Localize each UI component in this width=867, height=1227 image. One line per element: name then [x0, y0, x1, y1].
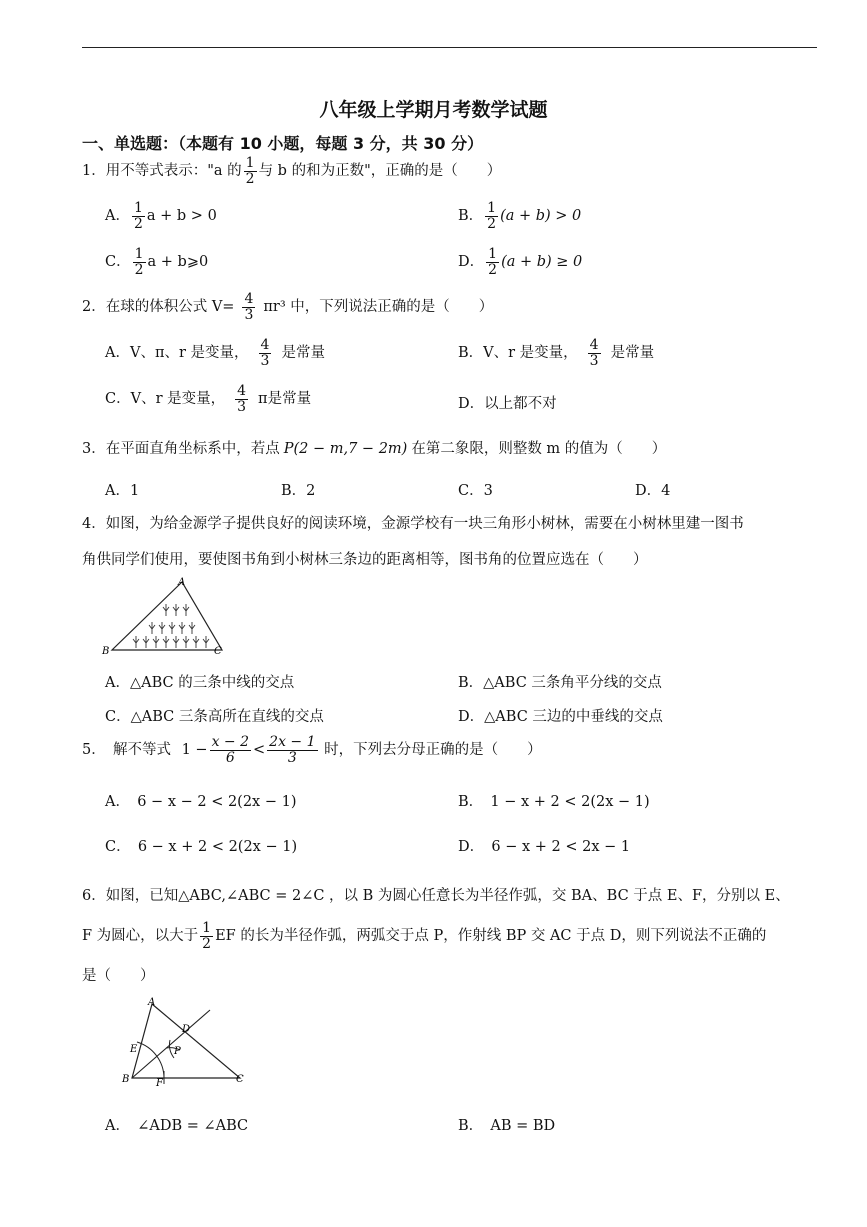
fig6-label-d: D [182, 1024, 191, 1035]
fig-label-b: B [102, 646, 110, 657]
question-6: 6．如图，已知△ABC,∠ABC = 2∠C ，以 B 为圆心任意长为半径作弧，交 BA、BC 于点 E、F，分别以 E、 F 为圆心，以大于 $\frac{1}{2}$ EF 的长为半径作弧，两弧交于点 P，作射线 BP 交 AC 于点 D，则下列说法不正确的 是（ ） [82, 888, 790, 984]
q4-option-d[interactable]: D．△ABC 三边的中垂线的交点 [458, 709, 663, 725]
question-1 [82, 156, 501, 186]
q5-option-b[interactable]: B． 1 − x + 2 < 2(2x − 1) [458, 794, 650, 810]
q5-option-c[interactable]: C． 6 − x + 2 < 2(2x − 1) [105, 839, 298, 855]
q2-option-c[interactable]: C．V、r 是变量， $\frac{4}{3}$ π是常量 [105, 383, 312, 415]
q1-option-a[interactable]: A． $\frac{1}{2}$ a + b > 0 [105, 200, 217, 232]
q1-text: 1．用不等式表示："a 的 [82, 163, 242, 180]
q2-option-d[interactable]: D．以上都不对 [458, 396, 557, 412]
question-2: 2．在球的体积公式 V= $\frac{4}{3}$ πr³ 中，下列说法正确的是（ ） [82, 291, 494, 323]
q3-option-c[interactable]: C．3 [458, 483, 493, 499]
question-4: 4．如图，为给金源学子提供良好的阅读环境，金源学校有一块三角形小树林，需要在小树林里建一图书 角供同学们使用，要使图书角到小树林三条边的距离相等，图书角的位置应选在（ ） [82, 516, 744, 568]
fig-label-a: A [178, 577, 186, 588]
q1-text-end: 与 b 的和为正数"，正确的是（ ） [258, 163, 502, 180]
q6-option-a[interactable]: A． ∠ADB = ∠ABC [105, 1118, 249, 1134]
fraction: $\frac{1}{2}$ [245, 155, 255, 187]
q3-option-a[interactable]: A．1 [105, 483, 140, 499]
q5-option-a[interactable]: A． 6 − x − 2 < 2(2x − 1) [105, 794, 297, 810]
q1-option-c[interactable]: C． $\frac{1}{2}$ a + b⩾0 [105, 246, 209, 278]
q4-option-a[interactable]: A．△ABC 的三条中线的交点 [105, 675, 295, 691]
angle-bisector-figure [118, 996, 253, 1088]
q2-option-a[interactable]: A．V、π、r 是变量， $\frac{4}{3}$ 是常量 [105, 337, 325, 369]
section-heading: 一、单选题：（本题有 10 小题，每题 3 分，共 30 分） [82, 134, 484, 153]
q3-option-d[interactable]: D．4 [635, 483, 671, 499]
q4-option-c[interactable]: C．△ABC 三条高所在直线的交点 [105, 709, 324, 725]
question-5: 5． 解不等式 1 − $\frac{x - 2}{6}$ < $\frac{2x - 1}{3}$ 时，下列去分母正确的是（ ） [82, 734, 542, 766]
page-title: 八年级上学期月考数学试题 [319, 99, 548, 121]
q4-option-b[interactable]: B．△ABC 三条角平分线的交点 [458, 675, 662, 691]
q3-option-b[interactable]: B．2 [281, 483, 316, 499]
fig6-label-c: C [236, 1074, 244, 1085]
q1-option-b[interactable]: B． $\frac{1}{2}$ (a + b) > 0 [458, 200, 582, 232]
fig6-label-b: B [122, 1074, 130, 1085]
q5-option-d[interactable]: D． 6 − x + 2 < 2x − 1 [458, 839, 631, 855]
q2-option-b[interactable]: B．V、r 是变量， $\frac{4}{3}$ 是常量 [458, 337, 655, 369]
q6-option-b[interactable]: B． AB = BD [458, 1118, 556, 1134]
fig6-label-e: E [130, 1044, 138, 1055]
fig6-label-a: A [148, 997, 156, 1008]
fig6-label-p: P [174, 1046, 181, 1057]
fig-label-c: C [214, 646, 222, 657]
header-rule [82, 47, 817, 48]
q1-option-d[interactable]: D． $\frac{1}{2}$ (a + b) ≥ 0 [458, 246, 583, 278]
fig6-label-f: F [156, 1078, 163, 1088]
tree-triangle-figure [100, 576, 230, 658]
question-3: 3．在平面直角坐标系中，若点 P(2 − m,7 − 2m) 在第二象限，则整数 m 的值为（ ） [82, 441, 667, 457]
